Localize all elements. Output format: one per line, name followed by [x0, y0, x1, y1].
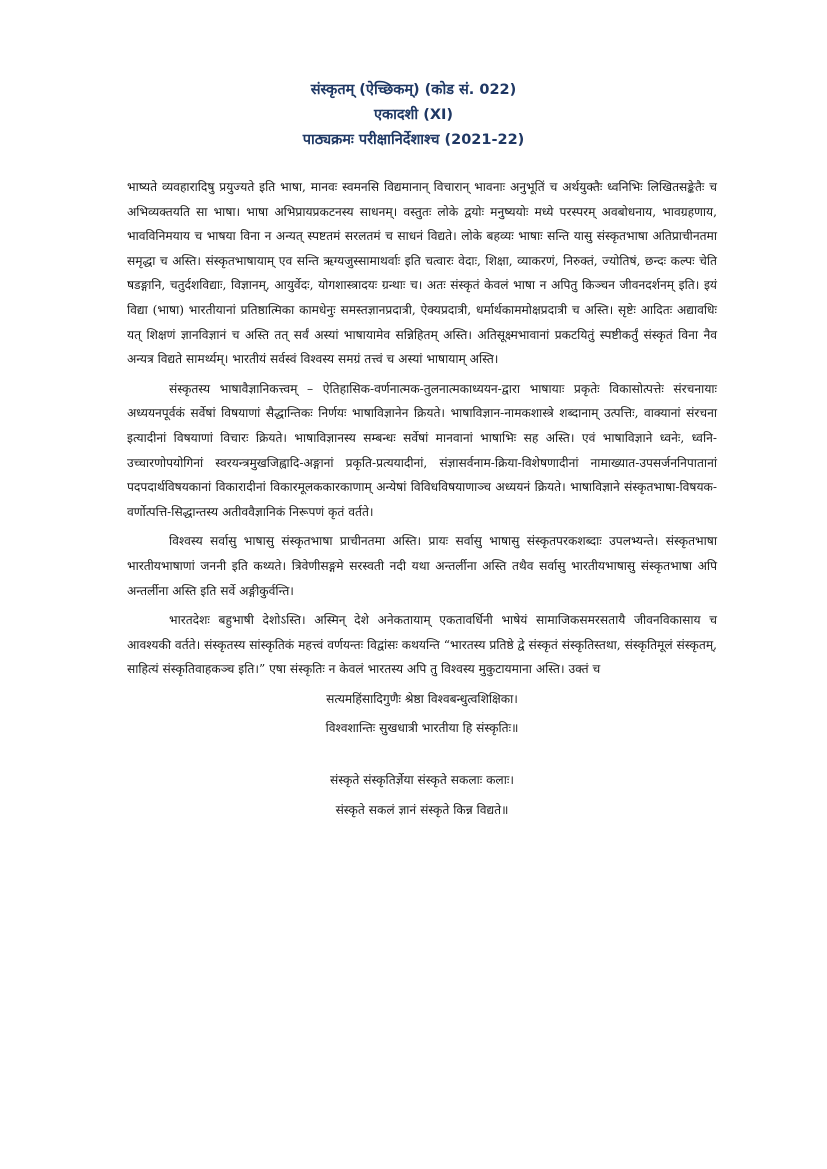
paragraph-ancient-language: विश्वस्य सर्वासु भाषासु संस्कृतभाषा प्राचीनतमा अस्ति। प्रायः सर्वासु भाषासु संस्कृतपरकशब्दाः उपलभ्यन्ते। संस्कृतभाषा भारतीयभाषाणां जननी इति कथ्यते। त्रिवेणीसङ्गमे सरस्वती नदी यथा अन्तर्लीना अस्ति तथैव सर्वासु भारतीयभाषासु संस्कृतभाषा अपि अन्तर्लीना अस्ति इति सर्वे अङ्गीकुर्वन्ति। [127, 534, 717, 598]
verse-line: सत्यमहिंसादिगुणैः श्रेष्ठा विश्वबन्धुत्वशिक्षिका। [326, 691, 518, 706]
document-header [0, 78, 827, 153]
paragraph-linguistics: संस्कृतस्य भाषावैज्ञानिकत्त्वम् – ऐतिहासिक-वर्णनात्मक-तुलनात्मकाध्ययन-द्वारा भाषायाः प्रकृतेः विकासोत्पत्तेः संरचनायाः अध्ययनपूर्वकं सर्वेषां विषयाणां सैद्धान्तिकः निर्णयः भाषाविज्ञानेन क्रियते। भाषाविज्ञान-नामकशास्त्रे शब्दानाम् उत्पत्तिः, वाक्यानां संरचना इत्यादीनां विषयाणां विचारः क्रियते। भाषाविज्ञानस्य सम्बन्धः सर्वेषां मानवानां भाषाभिः सह अस्ति। एवं भाषाविज्ञाने ध्वनेः, ध्वनि-उच्चारणोपयोगिनां स्वरयन्त्रमुखजिह्वादि-अङ्गानां प्रकृति-प्रत्ययादीनां, संज्ञासर्वनाम-क्रिया-विशेषणादीनां नामाख्यात-उपसर्जननिपातानां पदपदार्थविषयकानां विकारादीनां विकारमूलककारकाणाम् अन्येषां विविधविषयाणाञ्च अध्ययनं क्रियते। भाषाविज्ञाने संस्कृतभाषा-विषयक-वर्णोत्पत्ति-सिद्धान्तस्य अतीववैज्ञानिकं निरूपणं कृतं वर्तते। [127, 381, 717, 519]
verse-line: विश्वशान्तिः सुखधात्री भारतीया हि संस्कृतिः॥ [325, 721, 519, 736]
document-body [127, 175, 717, 827]
verse-block-2 [127, 768, 717, 822]
paragraph-intro: भाष्यते व्यवहारादिषु प्रयुज्यते इति भाषा, मानवः स्वमनसि विद्यमानान् विचारान् भावनाः अनुभूतिं च अर्थयुक्तैः ध्वनिभिः लिखितसङ्केतैः च अभिव्यक्तयति सा भाषा। भाषा अभिप्रायप्रकटनस्य साधनम्। वस्तुतः लोके द्वयोः मनुष्ययोः मध्ये परस्परम् अवबोधनाय, भावग्रहणाय, भावविनिमयाय च भाषया विना न अन्यत् स्पष्टतमं सरलतमं च साधनं विद्यते। लोके बहव्यः भाषाः सन्ति यासु संस्कृतभाषा अतिप्राचीनतमा समृद्धा च अस्ति। संस्कृतभाषायाम् एव सन्ति ऋग्यजुस्सामाथर्वाः इति चत्वारः वेदाः, शिक्षा, व्याकरणं, निरुक्तं, ज्योतिषं, छन्दः कल्पः चेति षडङ्गानि, चतुर्दशविद्याः, विज्ञानम्, आयुर्वेदः, योगशास्त्रादयः ग्रन्थाः च। अतः संस्कृतं केवलं भाषा न अपितु किञ्चन जीवनदर्शनम् इति। इयं विद्या (भाषा) भारतीयानां प्रतिष्ठात्मिका कामधेनुः समस्तज्ञानप्रदात्री, ऐक्यप्रदात्री, धर्मार्थकाममोक्षप्रदात्री च अस्ति। सृष्टेः आदितः अद्यावधिः यत् शिक्षणं ज्ञानविज्ञानं च अस्ति तत् सर्वं अस्यां भाषायामेव सन्निहितम् अस्ति। अतिसूक्ष्मभावानां प्रकटयितुं स्पष्टीकर्तुं संस्कृतं विना नैव अन्यत्र विद्यते सामर्थ्यम्। भारतीयं सर्वस्वं विश्वस्य समग्रं तत्त्वं च अस्यां भाषायाम् अस्ति। [127, 180, 717, 367]
verse-line: संस्कृते संस्कृतिर्ज्ञेया संस्कृते सकलाः कलाः। [330, 773, 514, 788]
subject-title: संस्कृतम् (ऐच्छिकम्) (कोड सं. 022) [310, 82, 517, 98]
syllabus-title: पाठ्यक्रमः परीक्षानिर्देशाश्च (2021-22) [302, 132, 525, 148]
class-title: एकादशी (XI) [373, 107, 454, 123]
verse-line: संस्कृते सकलं ज्ञानं संस्कृते किन्न विद्यते॥ [335, 802, 509, 817]
verse-block-1 [127, 687, 717, 741]
verse-spacer [127, 746, 717, 768]
paragraph-culture: भारतदेशः बहुभाषी देशोऽस्ति। अस्मिन् देशे अनेकतायाम् एकतावर्धिनी भाषेयं सामाजिकसमरसतायै जीवनविकासाय च आवश्यकी वर्तते। संस्कृतस्य सांस्कृतिकं महत्त्वं वर्णयन्तः विद्वांसः कथयन्ति “भारतस्य प्रतिष्ठे द्वे संस्कृतं संस्कृतिस्तथा, संस्कृतिमूलं संस्कृतम्, साहित्यं संस्कृतिवाहकञ्च इति।” एषा संस्कृतिः न केवलं भारतस्य अपि तु विश्वस्य मुकुटायमाना अस्ति। उक्तं च [127, 613, 717, 677]
